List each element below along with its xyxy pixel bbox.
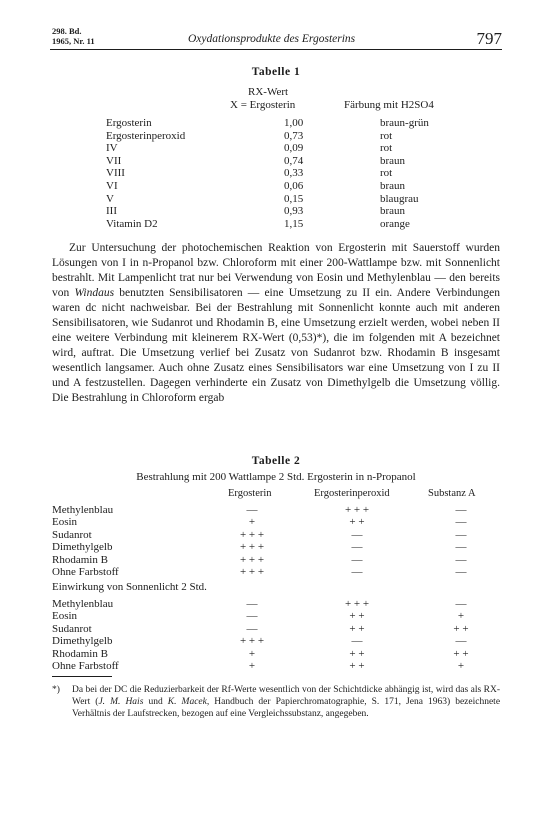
table2-col-ergosterin: Ergosterin bbox=[228, 488, 272, 499]
table2-section-title: Einwirkung von Sonnenlicht 2 Std. bbox=[52, 581, 207, 593]
color-cell: braun bbox=[380, 179, 406, 192]
substanz-a-cell: — bbox=[455, 541, 467, 554]
footnote-text-part: , Handbuch der Papierchromatographie, S. 171, Jena 1963) bezeichnete Verhältnis der Laufstrecken, bezogen auf eine Vergleichssubstanz, angegeben. bbox=[72, 697, 501, 719]
body-paragraph bbox=[52, 241, 500, 405]
ergosterin-cell: — bbox=[246, 622, 258, 635]
peroxid-cell: + + + bbox=[344, 598, 370, 610]
peroxid-cell: + + bbox=[349, 647, 365, 660]
substance-cell: VIII bbox=[106, 167, 125, 180]
peroxid-cell: — bbox=[351, 541, 363, 554]
color-cell: orange bbox=[380, 217, 410, 230]
color-cell: rot bbox=[380, 167, 393, 180]
table2-caption: Tabelle 2 bbox=[251, 455, 301, 467]
header-rule bbox=[50, 49, 502, 50]
peroxid-cell: + + bbox=[349, 610, 365, 623]
substanz-a-cell: + bbox=[457, 610, 465, 623]
substance-cell: VII bbox=[106, 154, 122, 167]
substanz-a-cell: + bbox=[457, 659, 465, 672]
substance-cell: Ergosterinperoxid bbox=[106, 129, 186, 142]
substance-cell: IV bbox=[106, 142, 118, 155]
row-label: Sudanrot bbox=[52, 528, 92, 541]
row-label: Dimethylgelb bbox=[52, 541, 113, 554]
rx-cell: 1,00 bbox=[284, 117, 304, 129]
row-label: Methylenblau bbox=[52, 504, 114, 516]
peroxid-cell: + + bbox=[349, 622, 365, 635]
rx-cell: 0,06 bbox=[284, 179, 304, 192]
color-cell: rot bbox=[380, 142, 393, 155]
peroxid-cell: — bbox=[351, 635, 363, 648]
peroxid-cell: + + + bbox=[344, 504, 370, 516]
substance-cell: V bbox=[106, 192, 114, 205]
color-cell: rot bbox=[380, 129, 393, 142]
table1-rx-heading: RX-Wert bbox=[248, 86, 289, 98]
substanz-a-cell: — bbox=[455, 553, 467, 566]
table2-col-peroxid: Ergosterinperoxid bbox=[314, 488, 390, 499]
row-label: Rhodamin B bbox=[52, 647, 108, 660]
row-label: Eosin bbox=[52, 516, 78, 529]
rx-cell: 0,93 bbox=[284, 205, 304, 218]
ergosterin-cell: — bbox=[246, 504, 258, 516]
footnote-mark: *) bbox=[52, 685, 60, 695]
volume-info bbox=[52, 26, 95, 46]
peroxid-cell: — bbox=[351, 528, 363, 541]
color-cell: braun-grün bbox=[380, 117, 429, 129]
rx-cell: 0,73 bbox=[284, 129, 304, 142]
peroxid-cell: + + bbox=[349, 516, 365, 529]
substanz-a-cell: + + bbox=[453, 647, 469, 660]
ergosterin-cell: — bbox=[246, 610, 258, 623]
substanz-a-cell: — bbox=[455, 504, 467, 516]
rx-cell: 1,15 bbox=[284, 217, 304, 230]
color-cell: braun bbox=[380, 154, 406, 167]
footnote-rule bbox=[52, 676, 112, 677]
substanz-a-cell: + + bbox=[453, 622, 469, 635]
table1-caption: Tabelle 1 bbox=[251, 66, 301, 78]
substanz-a-cell: — bbox=[455, 528, 467, 541]
footnote-text-part: Da bei der DC die Reduzierbarkeit der Rf-Werte wesentlich von der Schichtdicke abhängig ist, wird das als RX-Wert ( bbox=[72, 685, 500, 707]
rx-cell: 0,15 bbox=[284, 192, 304, 205]
peroxid-cell: — bbox=[351, 553, 363, 566]
ergosterin-cell: + + + bbox=[239, 528, 265, 541]
table1-color-heading: Färbung mit H2SO4 bbox=[344, 99, 434, 111]
rx-cell: 0,74 bbox=[284, 154, 304, 167]
row-label: Ohne Farbstoff bbox=[52, 659, 119, 672]
author-name: Windaus bbox=[74, 286, 115, 299]
substanz-a-cell: — bbox=[455, 635, 467, 648]
color-cell: braun bbox=[380, 205, 406, 218]
body-text-part: Zur Untersuchung der photochemischen Reaktion von Ergosterin mit Sauerstoff wurden Lösungen von I in n-Propanol bzw. Chloroform mit einer 200-Wattlampe bzw. mit Sonnenlicht bestrahlt. Mit Lampenlicht trat nur bei Verwendung von Eosin und Methylenblau — den bereits von bbox=[52, 242, 500, 299]
issue-label: 1965, Nr. 11 bbox=[52, 36, 95, 46]
citation-author: K. Macek bbox=[167, 697, 207, 707]
substance-cell: Vitamin D2 bbox=[106, 217, 158, 230]
peroxid-cell: + + bbox=[349, 659, 365, 672]
table2-subtitle: Bestrahlung mit 200 Wattlampe 2 Std. Ergosterin in n-Propanol bbox=[136, 471, 416, 483]
volume-label: 298. Bd. bbox=[52, 26, 82, 36]
peroxid-cell: — bbox=[351, 565, 363, 578]
ergosterin-cell: + + + bbox=[239, 565, 265, 578]
table1-rx-reference: X = Ergosterin bbox=[230, 99, 296, 111]
running-title: Oxydationsprodukte des Ergosterins bbox=[188, 33, 356, 45]
row-label: Rhodamin B bbox=[52, 553, 108, 566]
footnote-text-part: und bbox=[143, 697, 168, 707]
substanz-a-cell: — bbox=[455, 598, 467, 610]
color-cell: blaugrau bbox=[380, 192, 419, 205]
rx-cell: 0,33 bbox=[284, 167, 304, 180]
page-number: 797 bbox=[476, 29, 502, 48]
body-text-part: benutzten Sensibilisatoren — eine Umsetzung zu II ein. Andere Verbindungen waren dc nicht nachweisbar. Bei der Bestrahlung mit Sonnenlicht konnte auch mit anderen Sensibilisatoren, wie Sudanrot und Rhodamin B, eine Umsetzung erzielt werden, wobei neben II eine weitere Verbindung mit kleinerem RX-Wert (0,53)*), die im folgenden mit A bezeichnet wird, auftrat. Die Umsetzung verlief bei Zusatz von Sudanrot bzw. Rhodamin B insgesamt wesentlich langsamer. Auch ohne Zusatz eines Sensibilisators war eine Umsetzung von I zu II und A festzustellen. Dagegen verhinderte ein Zusatz von Dimethylgelb die Umsetzung völlig. Die Bestrahlung in Chloroform ergab bbox=[52, 286, 501, 404]
row-label: Methylenblau bbox=[52, 598, 114, 610]
row-label: Dimethylgelb bbox=[52, 635, 113, 648]
ergosterin-cell: + bbox=[248, 647, 256, 660]
substance-cell: Ergosterin bbox=[106, 117, 152, 129]
ergosterin-cell: + + + bbox=[239, 541, 265, 554]
footnote bbox=[52, 684, 500, 720]
substance-cell: III bbox=[106, 205, 117, 218]
ergosterin-cell: — bbox=[246, 598, 258, 610]
row-label: Eosin bbox=[52, 610, 78, 623]
ergosterin-cell: + bbox=[248, 659, 256, 672]
ergosterin-cell: + + + bbox=[239, 635, 265, 648]
rx-cell: 0,09 bbox=[284, 142, 304, 155]
table2-col-substanz-a: Substanz A bbox=[428, 488, 476, 499]
ergosterin-cell: + bbox=[248, 516, 256, 529]
row-label: Sudanrot bbox=[52, 622, 92, 635]
substanz-a-cell: — bbox=[455, 516, 467, 529]
substance-cell: VI bbox=[106, 179, 118, 192]
substanz-a-cell: — bbox=[455, 565, 467, 578]
ergosterin-cell: + + + bbox=[239, 553, 265, 566]
footnote-text bbox=[72, 684, 500, 720]
citation-author: J. M. Hais bbox=[98, 697, 144, 707]
row-label: Ohne Farbstoff bbox=[52, 565, 119, 578]
